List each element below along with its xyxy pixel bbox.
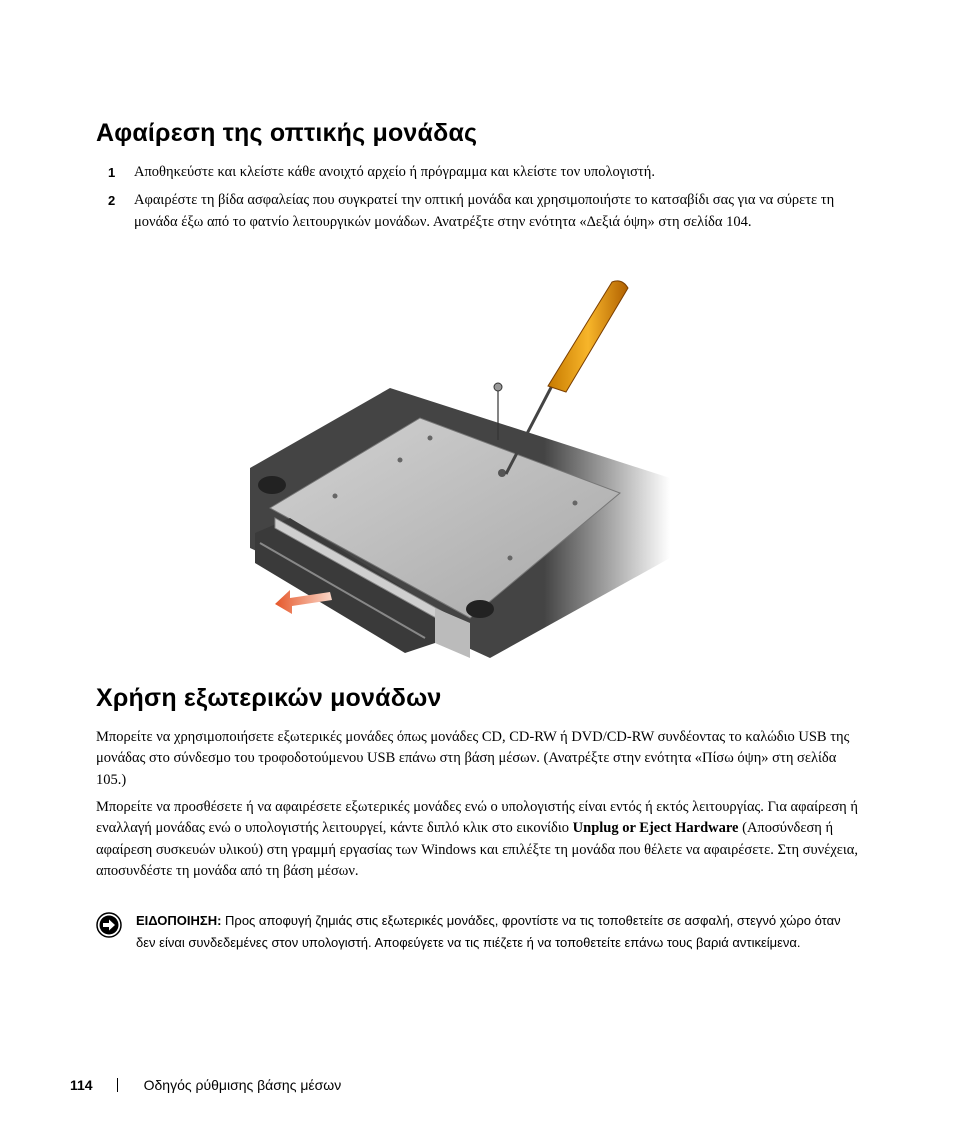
paragraph-text: Μπορείτε να προσθέσετε ή να αφαιρέσετε εξωτερικές μονάδες ενώ ο υπολογιστής είναι εντός ή εκτός λειτουργίας. Για αφαίρεση ή εναλλαγή μονάδας ενώ ο υπολογιστής λειτουργεί, κάντε διπλό κλικ στο εικονίδιο [96,799,858,837]
notice-text [136,910,856,953]
step-number: 2 [108,193,116,208]
step-1 [108,162,848,184]
page-number: 114 [70,1077,93,1093]
notice-box [96,910,856,953]
paragraph-add-remove-drives [96,797,860,882]
footer-divider [117,1078,118,1092]
notice-body: Προς αποφυγή ζημιάς στις εξωτερικές μονάδες, φροντίστε να τις τοποθετείτε σε ασφαλή, στεγνό χώρο όταν δεν είναι συνδεδεμένες στον υπολογιστή. Αποφεύγετε να τις πιέζετε ή να τοποθετείτε επάνω τους βαριά αντικείμενα. [136,913,841,950]
step-text: Αποθηκεύστε και κλείστε κάθε ανοιχτό αρχείο ή πρόγραμμα και κλείστε τον υπολογιστή. [134,164,655,180]
page-footer [70,1077,341,1093]
footer-title: Οδηγός ρύθμισης βάσης μέσων [143,1077,342,1093]
optical-drive-removal-illustration [230,278,670,668]
step-number: 1 [108,165,116,180]
step-2 [108,190,848,233]
unplug-eject-hardware-label: Unplug or Eject Hardware [572,820,739,837]
paragraph-usb-drives: Μπορείτε να χρησιμοποιήσετε εξωτερικές μονάδες όπως μονάδες CD, CD-RW ή DVD/CD-RW συνδέοντας το καλώδιο USB της μονάδας στο σύνδεσμο του τροφοδοτούμενου USB επάνω στη βάση μέσων. (Ανατρέξτε στην ενότητα «Πίσω όψη» στη σελίδα 105.) [96,729,850,788]
notice-arrow-icon [96,912,122,938]
step-text: Αφαιρέστε τη βίδα ασφαλείας που συγκρατεί την οπτική μονάδα και χρησιμοποιήστε το κατσαβίδι σας για να σύρετε τη μονάδα έξω από το φατνίο λειτουργικών μονάδων. Ανατρέξτε στην ενότητα «Δεξιά όψη» στη σελίδα 104. [134,192,835,230]
section-title-external-drives: Χρήση εξωτερικών μονάδων [96,684,442,712]
paragraph-text: (Αποσύνδεση ή αφαίρεση συσκευών υλικού) στη γραμμή εργασίας των Windows και επιλέξτε τη μονάδα που θέλετε να αφαιρέσετε. Στη συνέχεια, αποσυνδέστε τη μονάδα από τη βάση μέσων. [96,820,858,879]
notice-label: ΕΙΔΟΠΟΙΗΣΗ: [136,913,222,928]
section-title-remove-optical-drive: Αφαίρεση της οπτικής μονάδας [96,119,478,147]
